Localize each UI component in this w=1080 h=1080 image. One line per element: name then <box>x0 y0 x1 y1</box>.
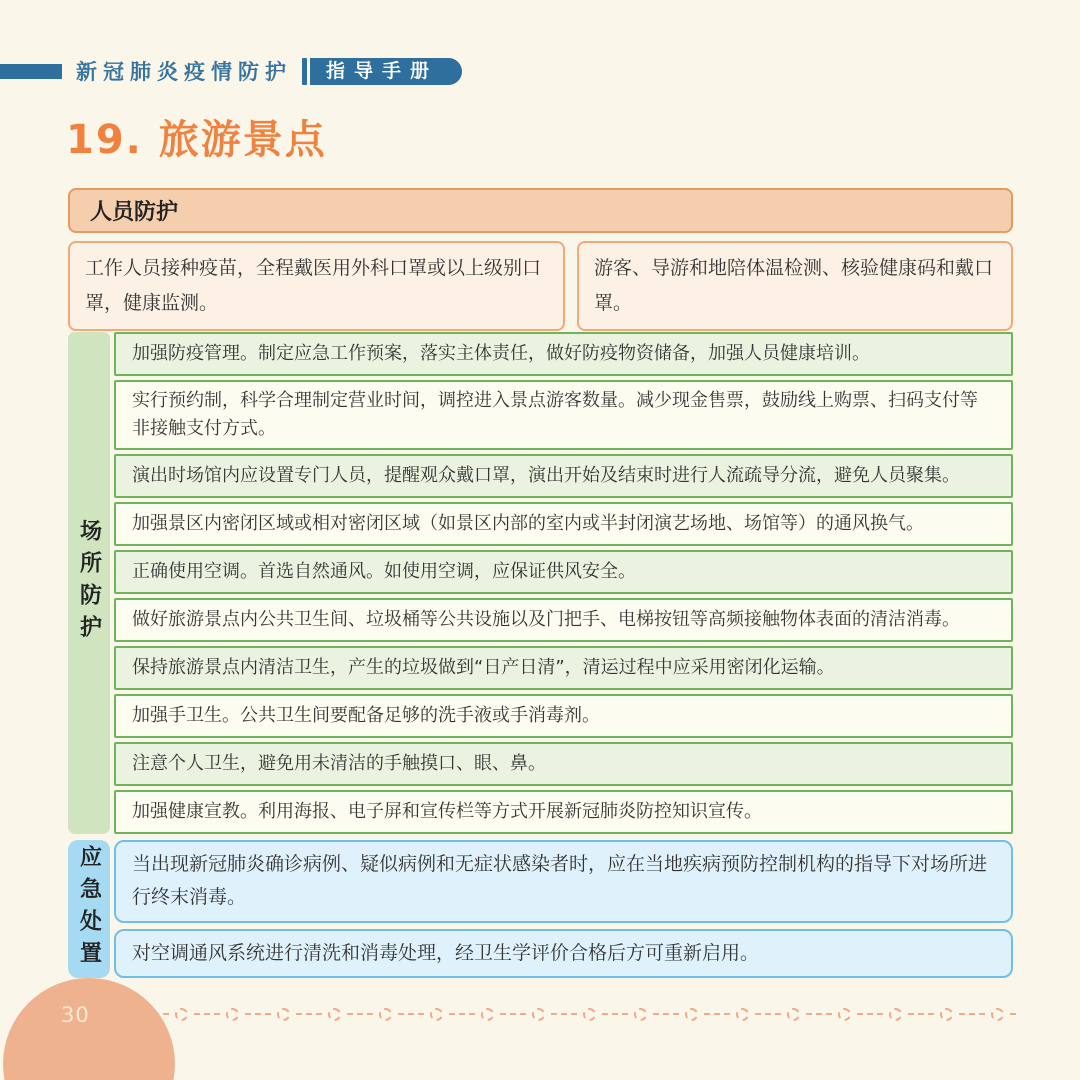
personnel-box-visitors-text: 游客、导游和地陪体温检测、核验健康码和戴口罩。 <box>594 257 994 315</box>
deco-dash <box>398 1013 424 1015</box>
badge-accent-stripe <box>302 58 307 85</box>
personnel-box-staff-text: 工作人员接种疫苗，全程戴医用外科口罩或以上级别口罩，健康监测。 <box>85 257 542 315</box>
deco-circle-icon <box>481 1008 494 1021</box>
emergency-rows <box>114 840 1013 978</box>
deco-circle-icon <box>328 1008 341 1021</box>
deco-circle-icon <box>787 1008 800 1021</box>
venue-heading: 场所防护 <box>76 518 102 647</box>
page-number: 30 <box>61 1003 90 1027</box>
venue-sidebar <box>68 332 110 834</box>
deco-dash <box>857 1013 883 1015</box>
emergency-rule-row <box>114 929 1013 978</box>
deco-dash <box>500 1013 526 1015</box>
header-accent-bar <box>0 64 62 79</box>
deco-dash <box>602 1013 628 1015</box>
personnel-boxes <box>68 241 1013 331</box>
venue-rule-row <box>114 646 1013 690</box>
venue-rule-row <box>114 380 1013 450</box>
manual-brand-title: 新冠肺炎疫情防护 <box>76 60 292 84</box>
section-venue-protection <box>68 332 1013 834</box>
deco-circle-icon <box>736 1008 749 1021</box>
personnel-box-staff <box>68 241 565 331</box>
deco-dash <box>551 1013 577 1015</box>
venue-rule-row <box>114 550 1013 594</box>
deco-dash <box>704 1013 730 1015</box>
venue-rule-row-text: 正确使用空调。首选自然通风。如使用空调，应保证供风安全。 <box>132 560 636 582</box>
venue-rule-row <box>114 454 1013 498</box>
section-emergency-response <box>68 840 1013 978</box>
venue-rule-row <box>114 598 1013 642</box>
venue-rule-row-text: 加强防疫管理。制定应急工作预案，落实主体责任，做好防疫物资储备，加强人员健康培训。 <box>132 343 870 365</box>
deco-circle-icon <box>940 1008 953 1021</box>
deco-circle-icon <box>226 1008 239 1021</box>
personnel-heading: 人员防护 <box>68 188 1013 233</box>
deco-circle-icon <box>175 1008 188 1021</box>
personnel-box-visitors <box>577 241 1013 331</box>
chapter-title: 19. 旅游景点 <box>66 117 327 163</box>
venue-rule-row <box>114 742 1013 786</box>
venue-rule-row-text: 加强景区内密闭区域或相对密闭区域（如景区内部的室内或半封闭演艺场地、场馆等）的通风换气。 <box>132 512 924 534</box>
venue-rule-row <box>114 790 1013 834</box>
deco-dash <box>449 1013 475 1015</box>
emergency-rule-row <box>114 840 1013 923</box>
venue-rule-row <box>114 332 1013 376</box>
deco-dash <box>296 1013 322 1015</box>
venue-rule-row-text: 做好旅游景点内公共卫生间、垃圾桶等公共设施以及门把手、电梯按钮等高频接触物体表面的清洁消毒。 <box>132 608 960 630</box>
deco-dash <box>806 1013 832 1015</box>
venue-rule-row <box>114 502 1013 546</box>
deco-circle-icon <box>277 1008 290 1021</box>
venue-rule-row-text: 注意个人卫生，避免用未清洁的手触摸口、眼、鼻。 <box>132 752 546 774</box>
deco-dash <box>653 1013 679 1015</box>
section-personnel-protection <box>68 188 1013 331</box>
emergency-rule-row-text: 当出现新冠肺炎确诊病例、疑似病例和无症状感染者时，应在当地疾病预防控制机构的指导下对场所进行终末消毒。 <box>132 853 988 909</box>
deco-dash <box>908 1013 934 1015</box>
deco-dash <box>959 1013 985 1015</box>
deco-circle-icon <box>379 1008 392 1021</box>
deco-dash <box>755 1013 781 1015</box>
venue-rule-row <box>114 694 1013 738</box>
deco-dash <box>347 1013 373 1015</box>
deco-circle-icon <box>685 1008 698 1021</box>
emergency-heading: 应急处置 <box>76 844 102 973</box>
deco-dash <box>194 1013 220 1015</box>
deco-dash <box>1010 1013 1018 1015</box>
footer-page-circle <box>3 978 175 1080</box>
deco-circle-icon <box>889 1008 902 1021</box>
deco-circle-icon <box>991 1008 1004 1021</box>
footer-dotted-line <box>140 1004 1018 1024</box>
page-header <box>0 56 1080 86</box>
deco-circle-icon <box>583 1008 596 1021</box>
manual-badge: 指导手册 <box>310 58 462 85</box>
venue-rule-row-text: 加强手卫生。公共卫生间要配备足够的洗手液或手消毒剂。 <box>132 704 600 726</box>
deco-circle-icon <box>430 1008 443 1021</box>
emergency-rule-row-text: 对空调通风系统进行清洗和消毒处理，经卫生学评价合格后方可重新启用。 <box>132 941 760 964</box>
venue-rule-row-text: 加强健康宣教。利用海报、电子屏和宣传栏等方式开展新冠肺炎防控知识宣传。 <box>132 800 762 822</box>
deco-dash <box>245 1013 271 1015</box>
venue-rule-row-text: 保持旅游景点内清洁卫生，产生的垃圾做到“日产日清”，清运过程中应采用密闭化运输。 <box>132 656 835 678</box>
venue-rows <box>114 332 1013 834</box>
deco-circle-icon <box>838 1008 851 1021</box>
deco-circle-icon <box>532 1008 545 1021</box>
venue-rule-row-text: 演出时场馆内应设置专门人员，提醒观众戴口罩，演出开始及结束时进行人流疏导分流，避免人员聚集。 <box>132 464 960 486</box>
venue-rule-row-text: 实行预约制，科学合理制定营业时间，调控进入景点游客数量。减少现金售票，鼓励线上购票、扫码支付等非接触支付方式。 <box>132 390 978 439</box>
emergency-sidebar <box>68 840 110 978</box>
deco-circle-icon <box>634 1008 647 1021</box>
